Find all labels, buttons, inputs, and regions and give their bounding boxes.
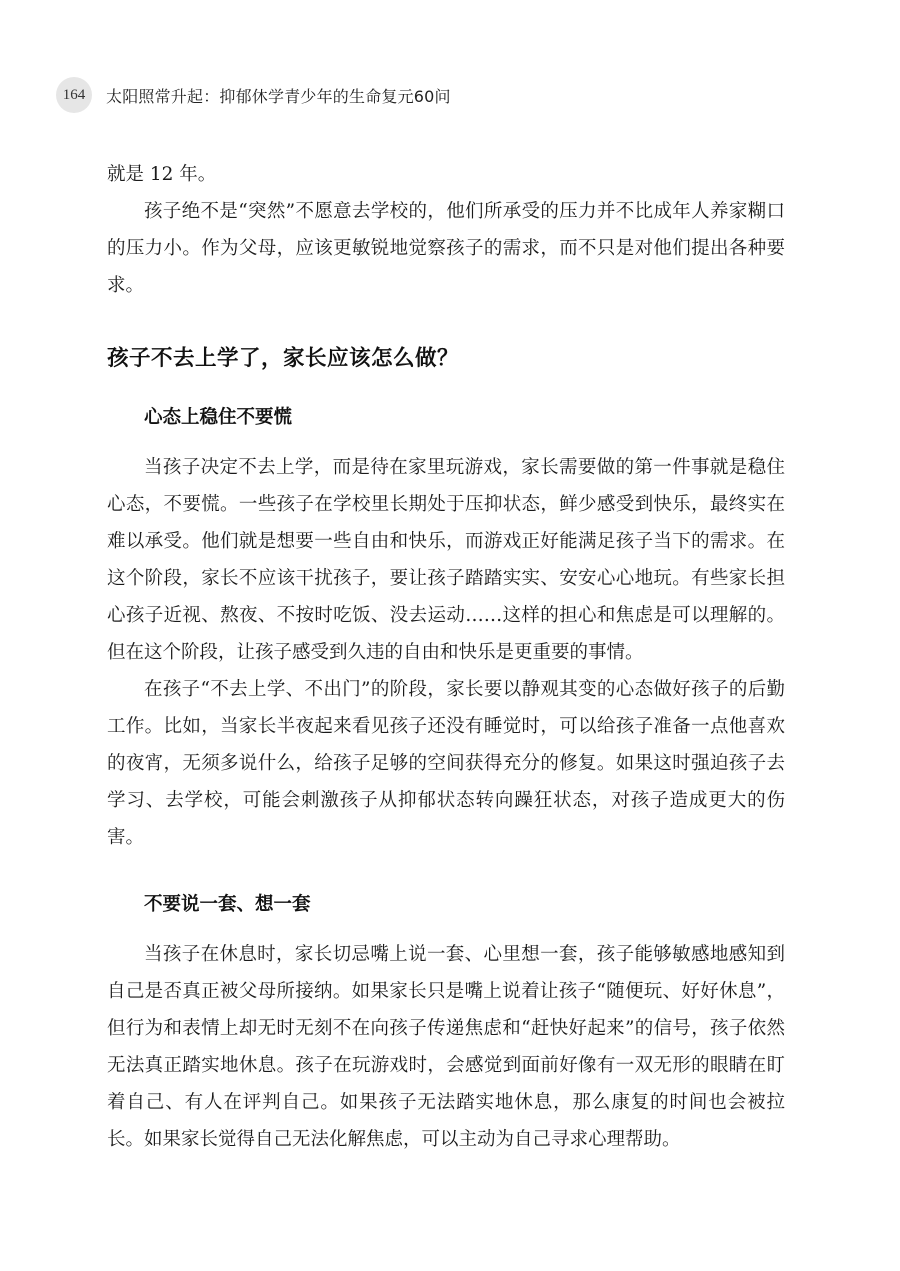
subheading-stay-calm: 心态上稳住不要慌 [144, 407, 293, 428]
page-content [107, 156, 785, 1158]
paragraph-stay-calm-2: 在孩子“不去上学、不出门”的阶段，家长要以静观其变的心态做好孩子的后勤工作。比如，当家长半夜起来看见孩子还没有睡觉时，可以给孩子准备一点他喜欢的夜宵，无须多说什么，给孩子足够的空间获得充分的修复。如果这时强迫孩子去学习、去学校，可能会刺激孩子从抑郁状态转向躁狂状态，对孩子造成更大的伤害。 [107, 679, 785, 848]
section-heading: 孩子不去上学了，家长应该怎么做？ [107, 346, 460, 371]
paragraph-continuation: 就是 12 年。 [107, 164, 217, 185]
running-title: 太阳照常升起：抑郁休学青少年的生命复元60问 [106, 86, 451, 106]
paragraph-stay-calm-1: 当孩子决定不去上学，而是待在家里玩游戏，家长需要做的第一件事就是稳住心态，不要慌。一些孩子在学校里长期处于压抑状态，鲜少感受到快乐，最终实在难以承受。他们就是想要一些自由和快乐，而游戏正好能满足孩子当下的需求。在这个阶段，家长不应该干扰孩子，要让孩子踏踏实实、安安心心地玩。有些家长担心孩子近视、熬夜、不按时吃饭、没去运动……这样的担心和焦虑是可以理解的。但在这个阶段，让孩子感受到久违的自由和快乐是更重要的事情。 [107, 457, 785, 663]
paragraph-intro: 孩子绝不是“突然”不愿意去学校的，他们所承受的压力并不比成年人养家糊口的压力小。作为父母，应该更敏锐地觉察孩子的需求，而不只是对他们提出各种要求。 [107, 201, 785, 296]
page-number: 164 [56, 77, 92, 113]
paragraph-consistency: 当孩子在休息时，家长切忌嘴上说一套、心里想一套，孩子能够敏感地感知到自己是否真正被父母所接纳。如果家长只是嘴上说着让孩子“随便玩、好好休息”，但行为和表情上却无时无刻不在向孩子传递焦虑和“赶快好起来”的信号，孩子依然无法真正踏实地休息。孩子在玩游戏时，会感觉到面前好像有一双无形的眼睛在盯着自己、有人在评判自己。如果孩子无法踏实地休息，那么康复的时间也会被拉长。如果家长觉得自己无法化解焦虑，可以主动为自己寻求心理帮助。 [107, 944, 785, 1150]
subheading-consistency: 不要说一套、想一套 [144, 894, 311, 915]
page-header [56, 77, 451, 113]
